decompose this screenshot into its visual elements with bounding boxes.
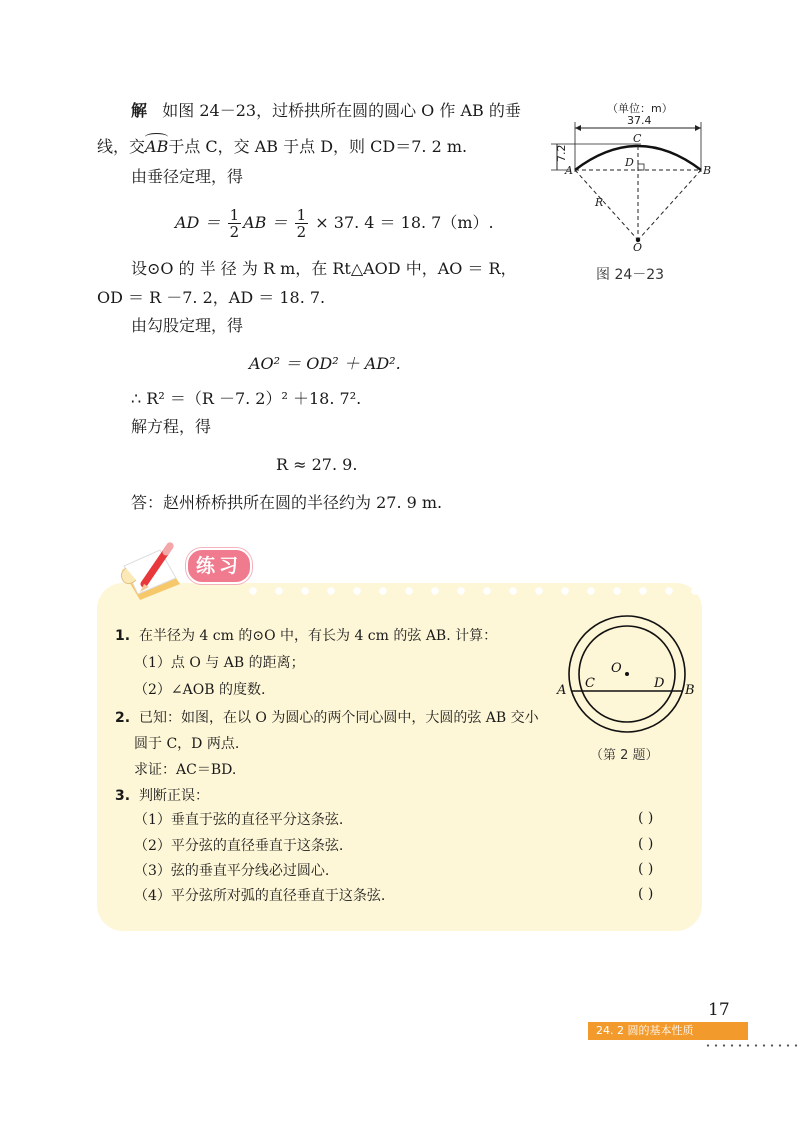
- equation-pythagoras: AO² ＝ OD² ＋ AD².: [249, 354, 401, 373]
- solution-line-3: 由垂径定理，得: [131, 167, 244, 186]
- height-label: 7.2: [555, 144, 568, 162]
- fig1-point-a: A: [565, 164, 573, 177]
- figure-q2-concentric-circles: [555, 612, 700, 742]
- question-2: [115, 708, 539, 728]
- practice-badge: 练习: [186, 548, 252, 584]
- question-1: [115, 626, 497, 646]
- q1-text: 在半径为 4 cm 的⊙O 中，有长为 4 cm 的弦 AB. 计算：: [138, 628, 498, 644]
- q1-number: 1.: [115, 628, 131, 644]
- answer-blank-4[interactable]: ( ): [638, 886, 654, 902]
- unit-label: （单位：m）: [607, 102, 673, 115]
- fig1-radius-label: R: [595, 196, 604, 209]
- eq1-post: × 37. 4 ＝ 18. 7（m）.: [315, 213, 494, 232]
- fig1-point-o: O: [633, 241, 643, 252]
- answer-blank-2[interactable]: ( ): [638, 836, 654, 852]
- pencil-paper-icon: [110, 540, 190, 604]
- solution-line-5: OD ＝ R －7. 2，AD ＝ 18. 7.: [97, 288, 326, 307]
- fig2-point-d: D: [654, 676, 665, 691]
- answer-blank-3[interactable]: ( ): [638, 861, 654, 877]
- eq1-pre: AD ＝: [175, 213, 221, 232]
- solution-line-1: [131, 100, 521, 122]
- question-2-line-3: 求证：AC＝BD.: [134, 762, 237, 778]
- solution-line-6: 由勾股定理，得: [131, 316, 244, 335]
- fraction-half-2: $\frac{1}{2}$: [296, 206, 307, 241]
- solution-line-4: 设⊙O 的 半 径 为 R m，在 Rt△AOD 中，AO ＝ R，: [131, 259, 517, 278]
- page-number: 17: [708, 1000, 730, 1020]
- arc-ab: AB: [145, 137, 169, 156]
- q2-number: 2.: [115, 710, 131, 726]
- question-1b: （2）∠AOB 的度数.: [134, 682, 266, 698]
- q3-number: 3.: [115, 788, 131, 804]
- question-2-line-2: 圆于 C，D 两点.: [134, 736, 240, 752]
- figure-24-23: [545, 92, 715, 252]
- answer-line: 答：赵州桥桥拱所在圆的半径约为 27. 9 m.: [131, 493, 443, 512]
- solution-text-2a: 线，交: [97, 137, 146, 156]
- solution-text-2b: 于点 C，交 AB 于点 D，则 CD＝7. 2 m.: [168, 137, 468, 156]
- figure-24-23-caption: 图 24－23: [596, 267, 665, 283]
- fig2-point-o: O: [611, 661, 622, 676]
- radius-ao: [575, 170, 638, 240]
- q3-text: 判断正误：: [138, 788, 209, 804]
- solution-text-1: 如图 24－23，过桥拱所在圆的圆心 O 作 AB 的垂: [162, 101, 521, 120]
- solution-label: 解: [131, 101, 148, 120]
- fig2-point-b: B: [685, 683, 695, 698]
- width-label: 37.4: [627, 114, 652, 127]
- eq1-mid: AB ＝: [243, 213, 288, 232]
- fig1-point-d: D: [625, 156, 634, 169]
- q3-item-2: （2）平分弦的直径垂直于这条弦.: [134, 838, 344, 854]
- answer-blank-1[interactable]: ( ): [638, 810, 654, 826]
- fig2-point-a: A: [557, 683, 567, 698]
- radius-bo: [638, 170, 701, 240]
- question-1a: （1）点 O 与 AB 的距离；: [134, 655, 305, 671]
- solution-line-7: 解方程，得: [131, 417, 212, 436]
- panel-dots-decoration: [240, 581, 710, 601]
- q3-item-4: （4）平分弦所对弧的直径垂直于这条弦.: [134, 888, 386, 904]
- solution-line-2: [97, 136, 467, 158]
- figure-q2-caption: （第 2 题）: [590, 748, 659, 763]
- equation-result: R ≈ 27. 9.: [276, 455, 358, 474]
- fig1-point-c: C: [633, 132, 642, 145]
- equation-substitution: ∴ R² ＝（R －7. 2）² ＋18. 7².: [131, 389, 362, 408]
- fraction-half-1: $\frac{1}{2}$: [229, 206, 240, 241]
- q3-item-3: （3）弦的垂直平分线必过圆心.: [134, 863, 330, 879]
- q3-item-1: （1）垂直于弦的直径平分这条弦.: [134, 812, 344, 828]
- fig1-point-b: B: [703, 164, 712, 177]
- fig2-point-c: C: [585, 676, 595, 691]
- q2-text-1: 已知：如图，在以 O 为圆心的两个同心圆中，大圆的弦 AB 交小: [138, 710, 539, 726]
- footer-dotted-line: [704, 1044, 800, 1047]
- question-3: [115, 786, 209, 806]
- equation-ad: [175, 204, 494, 242]
- section-banner: 24. 2 圆的基本性质: [588, 1022, 748, 1040]
